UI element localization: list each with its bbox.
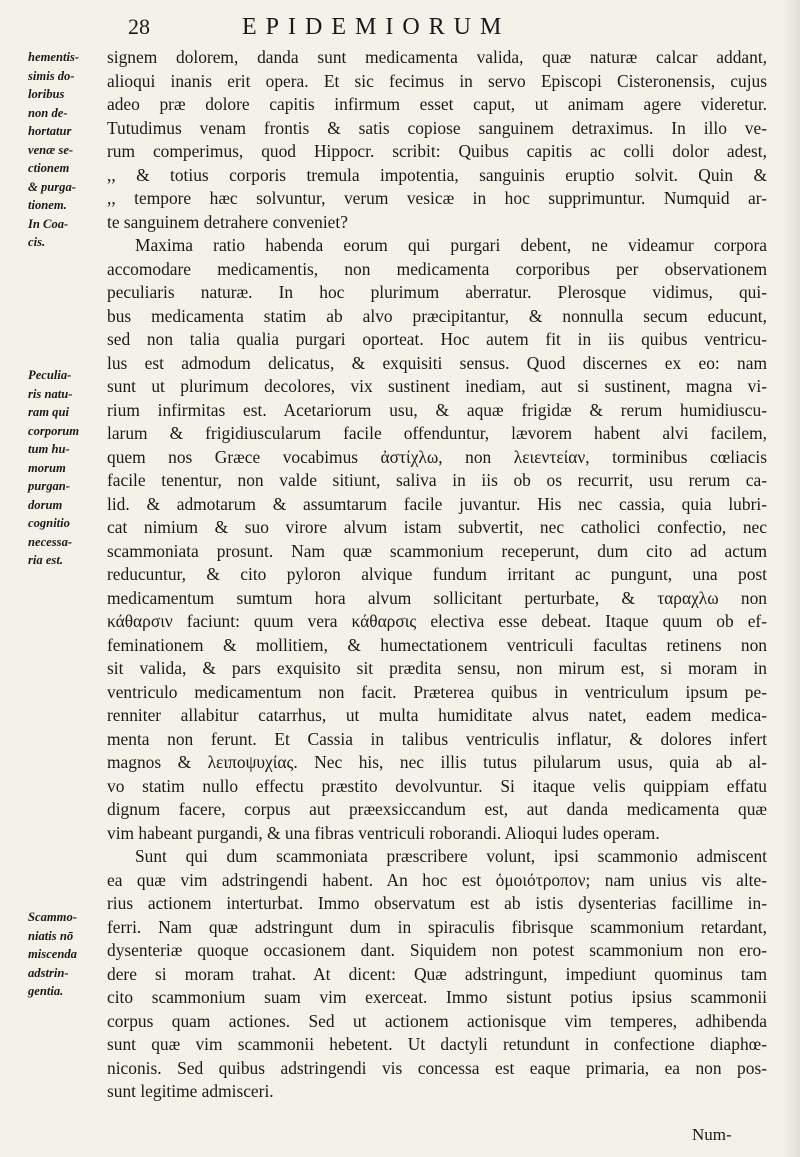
margin-note-line: ram qui bbox=[28, 405, 69, 419]
text-line: rius actionem interturbat. Immo observatum est ab istis dysenterias facillime in- bbox=[107, 893, 767, 913]
margin-note-line: ctionem bbox=[28, 161, 70, 175]
text-line: reducuntur, & cito pyloron alvique fundum irritant ac pungunt, una post bbox=[107, 564, 767, 584]
text-line: alioqui inanis erit opera. Et sic fecimus in servo Episcopi Cisteronensis, cujus bbox=[107, 70, 767, 91]
margin-note-line: venæ se- bbox=[28, 142, 74, 157]
text-line: cito scammonium suam vim exerceat. Immo sistunt potius ipsius scammonii bbox=[107, 987, 767, 1007]
text-line: sunt ut plurimum decolores, vix sustinent inediam, aut si sustinent, magna vi- bbox=[107, 376, 767, 396]
text-line: medicamentum sumtum hora alvum sollicitant perturbate, & ταραχλω non bbox=[107, 587, 767, 608]
margin-note-line: ris natu- bbox=[28, 386, 73, 401]
margin-note-line: cis. bbox=[28, 235, 46, 249]
text-line: larum & frigidiuscularum facile offenduntur, lævorem habent alvi facilem, bbox=[107, 423, 767, 443]
paragraph bbox=[107, 234, 767, 845]
text-line: sed non talia qualia purgari oporteat. Hoc autem fit in iis quibus ventricu- bbox=[107, 329, 767, 349]
text-line: lid. & admotarum & assumtarum facile juvantur. His nec cassia, quia lubri- bbox=[107, 493, 767, 514]
text-line: Tutudimus venam frontis & satis copiose sanguinem detraximus. In illo ve- bbox=[107, 117, 767, 138]
text-line: feminationem & mollitiem, & humectationem ventriculi facultas retinens non bbox=[107, 634, 767, 655]
text-line: vo statim nullo effectu præstito devolvuntur. Si itaque velis quippiam effatu bbox=[107, 775, 767, 796]
margin-note-line: corporum bbox=[28, 423, 80, 438]
text-line: sunt quæ vim scammonii hebetent. Ut dactyli retundunt in confectione diaphœ- bbox=[107, 1034, 767, 1054]
text-line: corpus quam actiones. Sed ut actionem actionisque vim temperes, adhibenda bbox=[107, 1010, 767, 1031]
margin-note-line: tionem. bbox=[28, 198, 67, 212]
text-line: ferri. Nam quæ adstringunt dum in spiraculis fibrisque scammonium retardant, bbox=[107, 916, 767, 937]
margin-note-line: adstrin- bbox=[28, 965, 69, 980]
margin-note-line: ria est. bbox=[28, 553, 63, 567]
margin-note-line: loribus bbox=[28, 87, 65, 101]
page-header bbox=[0, 10, 800, 46]
margin-note-line: cognitio bbox=[28, 516, 70, 530]
page-number: 28 bbox=[128, 14, 150, 39]
text-line: sit valida, & pars exquisito sit prædita sensu, non mirum est, si moram in bbox=[107, 658, 767, 678]
text-line: peculiaris naturæ. In hoc plurimum aberratur. Plerosque vidimus, qui- bbox=[107, 282, 767, 302]
running-head: EPIDEMIORUM bbox=[242, 14, 511, 40]
text-line: bus medicamenta statim ab alvo præcipitantur, & nonnulla secum educunt, bbox=[107, 305, 767, 326]
text-line: κάθαρσιν faciunt: quum vera κάθαρσις electiva esse debeat. Itaque quum ob ef- bbox=[107, 611, 767, 631]
text-line: lus est admodum delicatus, & exquisiti sensus. Quod discernes ex eo: nam bbox=[107, 352, 767, 373]
text-line: signem dolorem, danda sunt medicamenta valida, quæ naturæ calcar addant, bbox=[107, 47, 767, 67]
margin-note-line: tum hu- bbox=[28, 442, 70, 456]
paragraph bbox=[107, 46, 767, 234]
text-line: Sunt qui dum scammoniata præscribere volunt, ipsi scammonio admiscent bbox=[135, 846, 767, 866]
margin-note-line: Peculia- bbox=[28, 368, 72, 382]
margin-note-line: purgan- bbox=[28, 479, 70, 493]
margin-note-line: simis do- bbox=[28, 68, 75, 83]
margin-note bbox=[28, 366, 110, 570]
page-edge-shadow bbox=[782, 0, 800, 1157]
text-line: niconis. Sed quibus adstringendi vis concessa est eaque primaria, ea non pos- bbox=[107, 1057, 767, 1078]
margin-note-line: Scammo- bbox=[28, 910, 77, 924]
margin-note-line: gentia. bbox=[28, 984, 64, 998]
margin-note-line: hortatur bbox=[28, 124, 72, 138]
text-line: dignum facere, corpus aut præexsiccandum est, aut danda medicamenta quæ bbox=[107, 799, 767, 819]
text-line: cat nimium & suo virore alvum istam subvertit, nec catholici confectio, nec bbox=[107, 517, 767, 537]
text-line: ea quæ vim adstringendi habent. An hoc est ὁμοιότροπον; nam unius vis alte- bbox=[107, 869, 767, 890]
text-line: ,, tempore hæc solvuntur, verum vesicæ in hoc supprimuntur. Numquid ar- bbox=[107, 188, 767, 208]
margin-note-line: necessa- bbox=[28, 534, 73, 549]
text-line: dere si moram trahat. At dicent: Quæ adstringunt, impediunt quominus tam bbox=[107, 963, 767, 984]
margin-note-line: morum bbox=[28, 460, 66, 475]
paragraph bbox=[107, 845, 767, 1104]
text-line: scammoniata prosunt. Nam quæ scammonium receperunt, dum cito ad actum bbox=[107, 540, 767, 561]
text-line: Maxima ratio habenda eorum qui purgari debent, ne videamur corpora bbox=[135, 235, 767, 255]
margin-note-line: In Coa- bbox=[28, 216, 69, 231]
text-line: sunt legitime admisceri. bbox=[107, 1081, 274, 1101]
text-line: ventriculo medicamentum non facit. Præterea quibus in ventriculum ipsum pe- bbox=[107, 681, 767, 702]
margin-note-line: non de- bbox=[28, 105, 68, 120]
margin-note-line: & purga- bbox=[28, 179, 76, 194]
text-line: rium infirmitas est. Acetariorum usu, & aquæ frigidæ & rerum humidiuscu- bbox=[107, 399, 767, 420]
margin-note-line: dorum bbox=[28, 497, 63, 512]
text-line: renniter allabitur catarrhus, ut multa humiditate alvus natet, eadem medica- bbox=[107, 705, 767, 725]
margin-note bbox=[28, 48, 110, 252]
margin-note-line: hementis- bbox=[28, 50, 80, 64]
margin-note-line: miscenda bbox=[28, 947, 77, 961]
text-line: adeo præ dolore capitis infirmum esset caput, ut animam agere videretur. bbox=[107, 94, 767, 114]
catchword: Num- bbox=[692, 1125, 732, 1144]
text-line: accomodare medicamentis, non medicamenta corporibus per observationem bbox=[107, 258, 767, 279]
body-text bbox=[107, 46, 767, 1104]
text-line: quem nos Græce vocabimus ἀστίχλω, non λειεντείαν, torminibus cœliacis bbox=[107, 446, 767, 467]
text-line: magnos & λειποψυχίας. Nec his, nec illis tutus pilularum usus, quia ab al- bbox=[107, 752, 767, 772]
text-line: rum comperimus, quod Hippocr. scribit: Quibus capitis ac colli dolor adest, bbox=[107, 141, 767, 161]
margin-note bbox=[28, 908, 110, 1001]
text-line: vim habeant purgandi, & una fibras ventriculi roborandi. Alioqui ludes operam. bbox=[107, 822, 660, 843]
text-line: te sanguinem detrahere conveniet? bbox=[107, 211, 348, 232]
text-line: ,, & totius corporis tremula impotentia, sanguinis eruptio solvit. Quin & bbox=[107, 164, 767, 185]
text-line: dysenteriæ quoque occasionem dant. Siquidem non potest scammonium non ero- bbox=[107, 940, 767, 960]
text-line: facile tenentur, non valde sitiunt, saliva in iis ob os recurrit, usu rerum ca- bbox=[107, 470, 767, 490]
text-line: menta non ferunt. Et Cassia in talibus ventriculis inflatur, & dolores infert bbox=[107, 728, 767, 749]
margin-note-line: niatis nō bbox=[28, 928, 74, 943]
